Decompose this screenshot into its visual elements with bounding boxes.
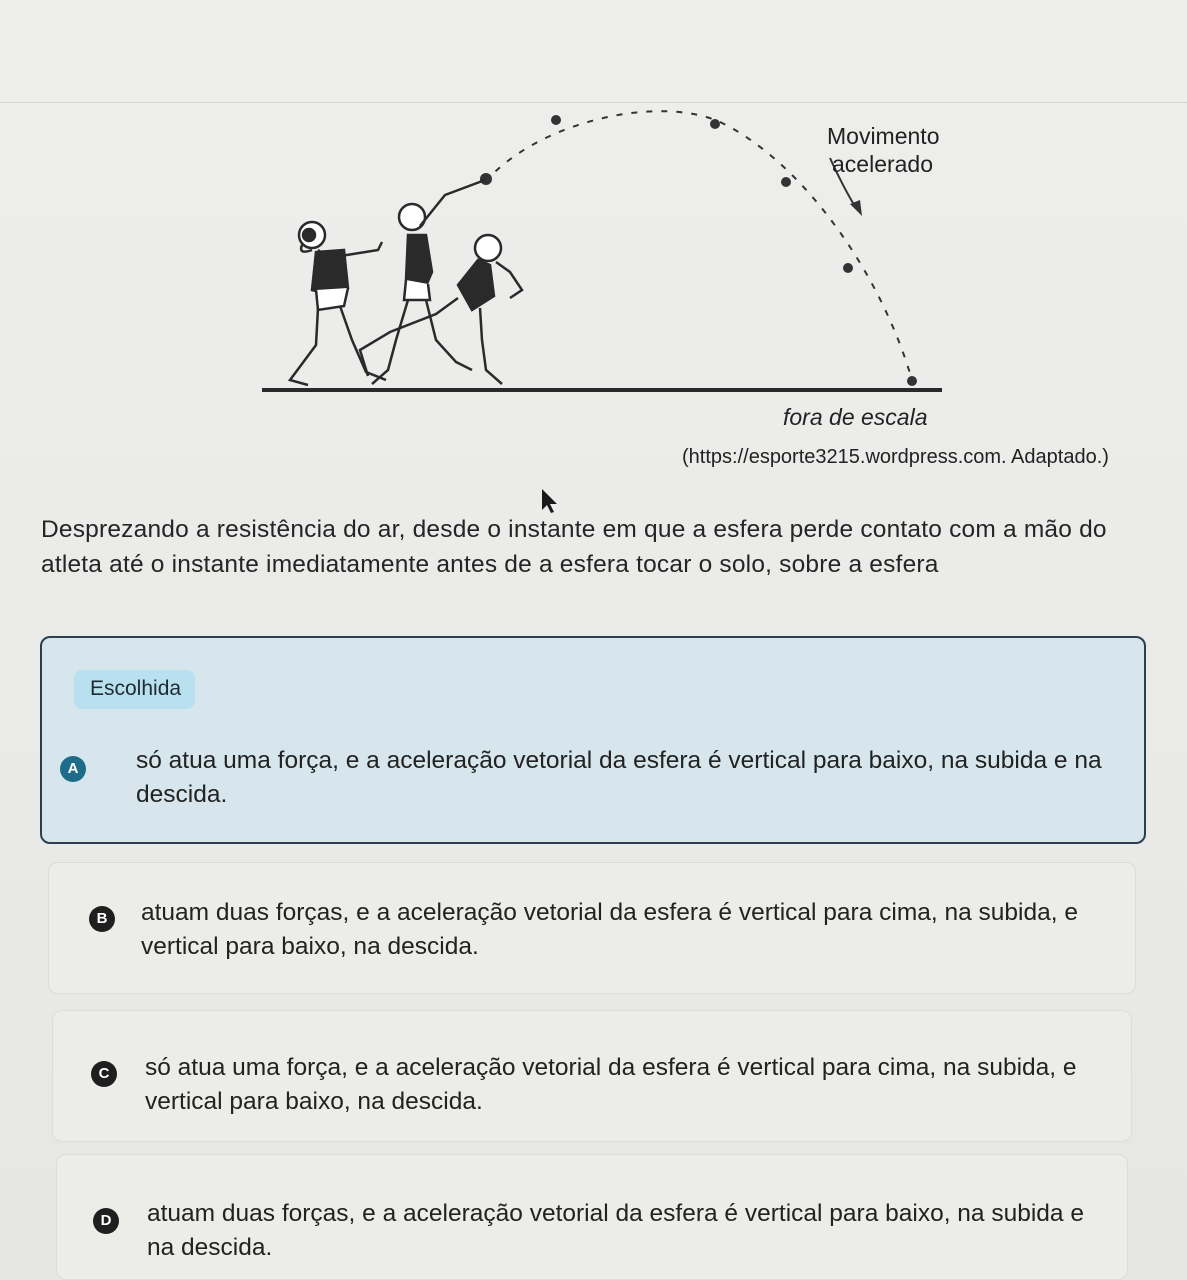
trajectory-illustration (240, 100, 980, 440)
option-a[interactable] (40, 636, 1146, 844)
image-source-caption: (https://esporte3215.wordpress.com. Adaptado.) (682, 446, 1109, 468)
option-text-a: só atua uma força, e a aceleração vetorial da esfera é vertical para baixo, na subida e na descida. (136, 747, 1102, 808)
ball-position (551, 115, 561, 125)
ball-position (907, 376, 917, 386)
shot-put-figure (240, 100, 980, 440)
option-letter-c: C (91, 1061, 117, 1087)
option-text-c: só atua uma força, e a aceleração vetorial da esfera é vertical para cima, na subida, e vertical para baixo, na descida. (145, 1054, 1077, 1115)
option-letter-d: D (93, 1208, 119, 1234)
athlete-figure-3 (360, 235, 522, 384)
scale-note: fora de escala (783, 404, 928, 430)
chosen-badge: Escolhida (74, 670, 195, 709)
ball-position (480, 173, 492, 185)
option-text-b: atuam duas forças, e a aceleração vetorial da esfera é vertical para cima, na subida, e vertical para baixo, na descida. (141, 899, 1078, 960)
option-letter-a: A (60, 756, 86, 782)
option-letter-b: B (89, 906, 115, 932)
ball-position (781, 177, 791, 187)
question-text: Desprezando a resistência do ar, desde o instante em que a esfera perde contato com a mão do atleta até o instante imediatamente antes de a esfera tocar o solo, sobre a esfera (41, 516, 1107, 578)
athlete-figure-1 (290, 222, 386, 385)
option-d[interactable] (56, 1154, 1128, 1280)
motion-label-line1: Movimento (827, 123, 940, 149)
option-c[interactable] (52, 1010, 1132, 1142)
mouse-cursor-icon (540, 488, 560, 514)
option-b[interactable] (48, 862, 1136, 994)
option-text-d: atuam duas forças, e a aceleração vetorial da esfera é vertical para baixo, na subida e na descida. (147, 1200, 1084, 1261)
motion-label-line2: acelerado (832, 151, 934, 177)
ball-position (710, 119, 720, 129)
ball-position (843, 263, 853, 273)
